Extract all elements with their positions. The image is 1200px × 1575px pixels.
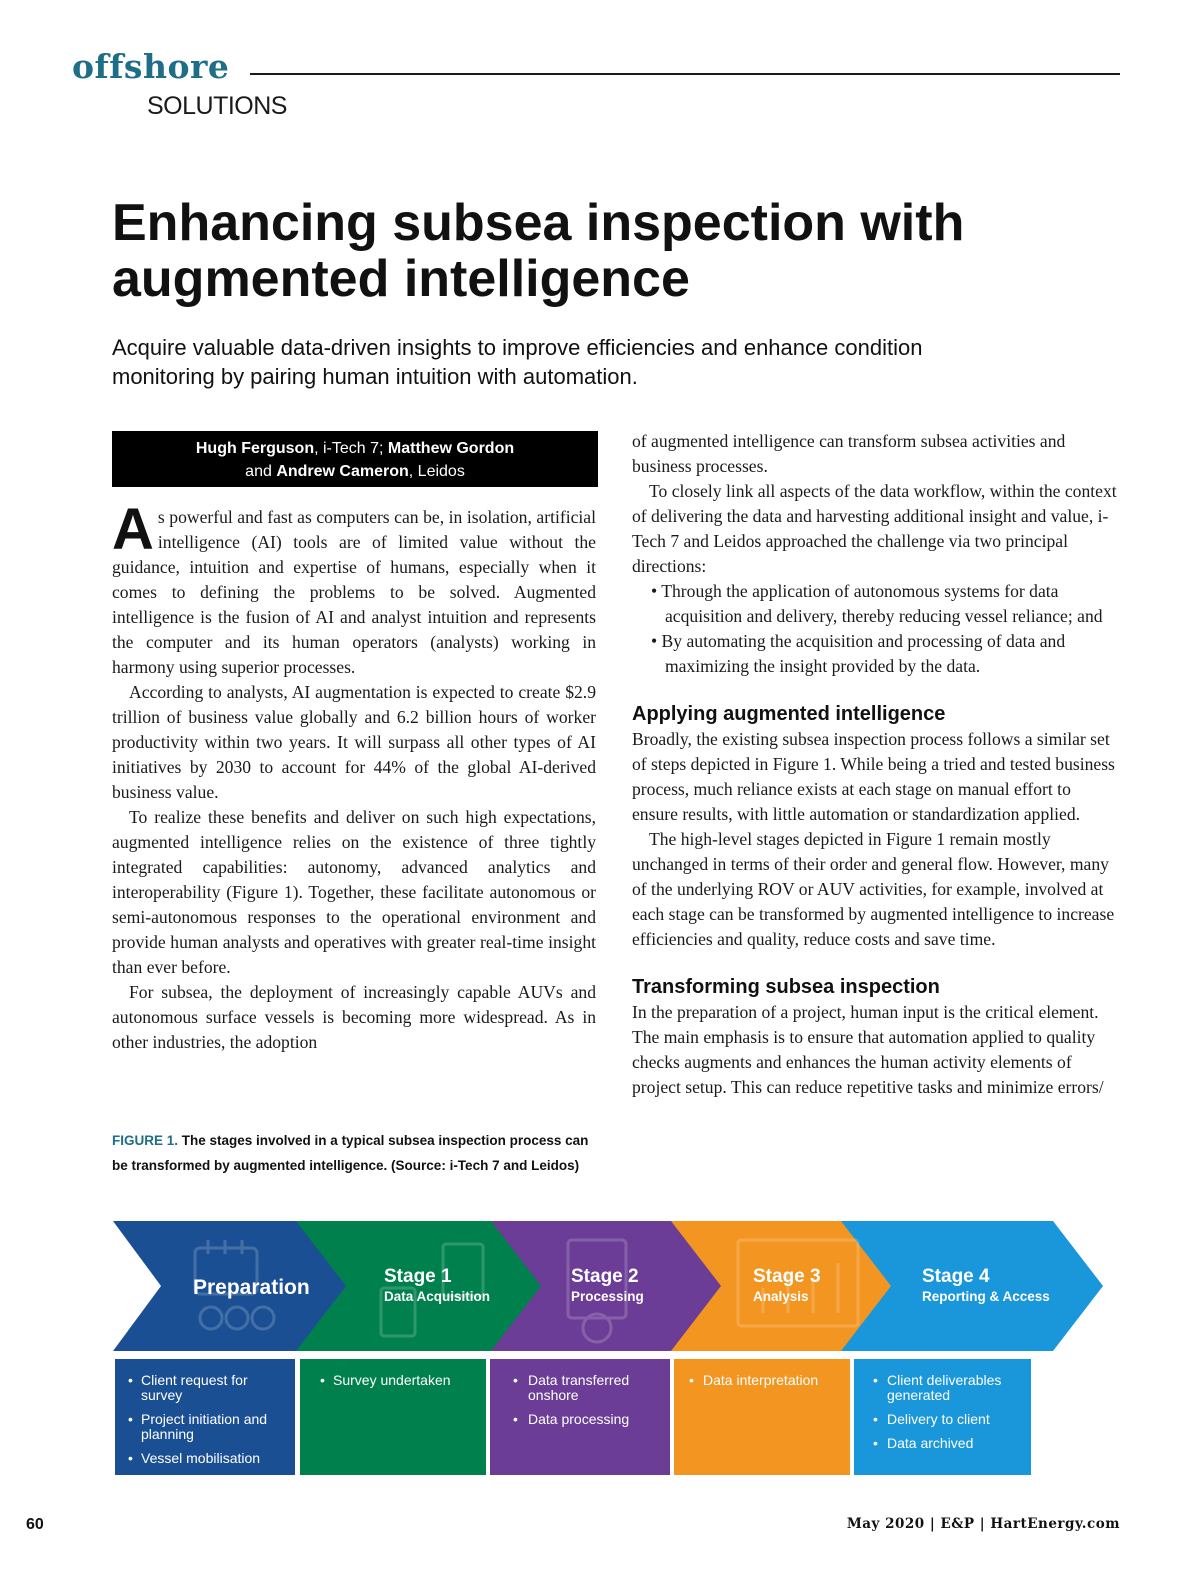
body-paragraph: The high-level stages depicted in Figure 1 remain mostly unchanged in terms of their order and general flow. However, many of the underlying ROV or AUV activities, for example, involved at each stage can be transformed by augmented intelligence to increase efficiencies and quality, reduce costs and save time. [632,829,1115,949]
process-flow-figure [113,1218,1103,1478]
byline [112,431,598,487]
stage-item: Delivery to client [887,1411,990,1427]
stage-subtitle-stage2: Processing [571,1289,644,1304]
body-paragraph: For subsea, the deployment of increasingly capable AUVs and autonomous surface vessels is becoming more widespread. As in other industries, the adoption [112,982,596,1052]
bullet-dot: • [128,1411,133,1427]
body-paragraph: According to analysts, AI augmentation is expected to create $2.9 trillion of business value globally and 6.2 billion hours of worker productivity within two years. It will surpass all other types of AI initiatives by 2030 to account for 44% of the global AI-derived business value. [112,682,596,802]
article-deck: Acquire valuable data-driven insights to improve efficiencies and enhance condition monitoring by pairing human intuition with automation. [112,335,923,389]
byline-and: and [245,463,277,480]
page-number: 60 [26,1516,44,1533]
bullet-dot: • [689,1372,694,1388]
stage-item: Data processing [528,1411,630,1427]
subheading: Applying augmented intelligence [632,703,946,725]
bullet-dot: • [873,1372,878,1388]
bullet-dot: • [513,1411,518,1427]
author-affiliation: , Leidos [408,463,465,480]
stage-item: survey [141,1387,183,1403]
author-affiliation: , i-Tech 7; [314,440,388,457]
paragraph-text: s powerful and fast as computers can be, in isolation, artificial intelligence (AI) tools are of limited value without the guidance, intuition and expertise of humans, especially when it comes to defining the problems to be solved. Augmented intelligence is the fusion of AI and analyst intuition and represents the computer and its human operators (analysts) working in harmony using superior processes. [112,507,596,677]
stage-item: onshore [528,1387,579,1403]
bullet-item: • Through the application of autonomous systems for data acquisition and delivery, thereby reducing vessel reliance; and [651,581,1103,626]
stage-item: Client request for [141,1372,248,1388]
stage-item: Data archived [887,1435,974,1451]
stage-subtitle-stage1: Data Acquisition [384,1289,491,1304]
bullet-dot: • [873,1411,878,1427]
stage-item: Vessel mobilisation [141,1450,261,1466]
body-paragraph: In the preparation of a project, human input is the critical element. The main emphasis is to ensure that automation applied to quality checks augments and enhances the human activity elements of project setup. This can reduce repetitive tasks and minimize errors/ [632,1002,1104,1097]
bullet-dot: • [128,1372,133,1388]
stage-subtitle-stage4: Reporting & Access [922,1289,1050,1304]
caption-text: The stages involved in a typical subsea inspection process can be transformed by augmented intelligence. (Source: i-Tech 7 and Leidos) [112,1133,589,1173]
bullet-dot: • [513,1372,518,1388]
drop-cap: A [112,497,154,562]
bullet-dot: • [320,1372,325,1388]
bullet-dot: • [873,1435,878,1451]
body-column-right [632,429,1120,1100]
bullet-dot: • [128,1450,133,1466]
body-paragraph: To realize these benefits and deliver on such high expectations, augmented intelligence relies on the existence of three tightly integrated capabilities: autonomy, advanced analytics and interoperability (Figure 1). Together, these facilitate autonomous or semi-autonomous responses to the operational environment and provide human analysts and operatives with greater real-time insight than ever before. [112,807,596,977]
section-rule [250,73,1120,75]
stage-item: Client deliverables [887,1372,1002,1388]
figure-caption [112,1128,592,1178]
stage-title-stage4: Stage 4 [922,1266,990,1287]
author-name: Hugh Ferguson [195,440,315,457]
body-paragraph: To closely link all aspects of the data workflow, within the context of delivering the data and harvesting additional insight and value, i-Tech 7 and Leidos approached the challenge via two principal directions: [632,481,1117,576]
stage-subtitle-stage3: Analysis [753,1289,809,1304]
section-label: offshore [72,47,230,86]
stage-item: planning [141,1426,194,1442]
stage-title-preparation: Preparation [193,1276,310,1299]
author-name: Matthew Gordon [387,440,515,457]
stage-item: Data transferred [528,1372,630,1388]
figure-label: FIGURE 1. [112,1133,179,1148]
body-paragraph [112,497,596,680]
section-sublabel: SOLUTIONS [147,92,287,120]
article-title: Enhancing subsea inspection with augmented intelligence [112,194,965,308]
stage-item: Survey undertaken [333,1372,451,1388]
bullet-item: • By automating the acquisition and processing of data and maximizing the insight provided by the data. [651,631,1066,676]
stage-item: generated [887,1387,951,1403]
author-name: Andrew Cameron [276,463,409,480]
stage-item: Data interpretation [703,1372,819,1388]
stage-title-stage3: Stage 3 [753,1266,821,1287]
body-column-left [112,497,596,1055]
body-paragraph: Broadly, the existing subsea inspection process follows a similar set of steps depicted in Figure 1. While being a tried and tested business process, much reliance exists at each stage on manual effort to ensure results, with little automation or standardization applied. [632,729,1115,824]
stage-title-stage2: Stage 2 [571,1266,639,1287]
footer-publication: May 2020 | E&P | HartEnergy.com [846,1516,1120,1532]
subheading: Transforming subsea inspection [632,976,940,998]
stage-item: Project initiation and [141,1411,268,1427]
stage-title-stage1: Stage 1 [384,1266,452,1287]
body-paragraph: of augmented intelligence can transform subsea activities and business processes. [632,431,1066,476]
